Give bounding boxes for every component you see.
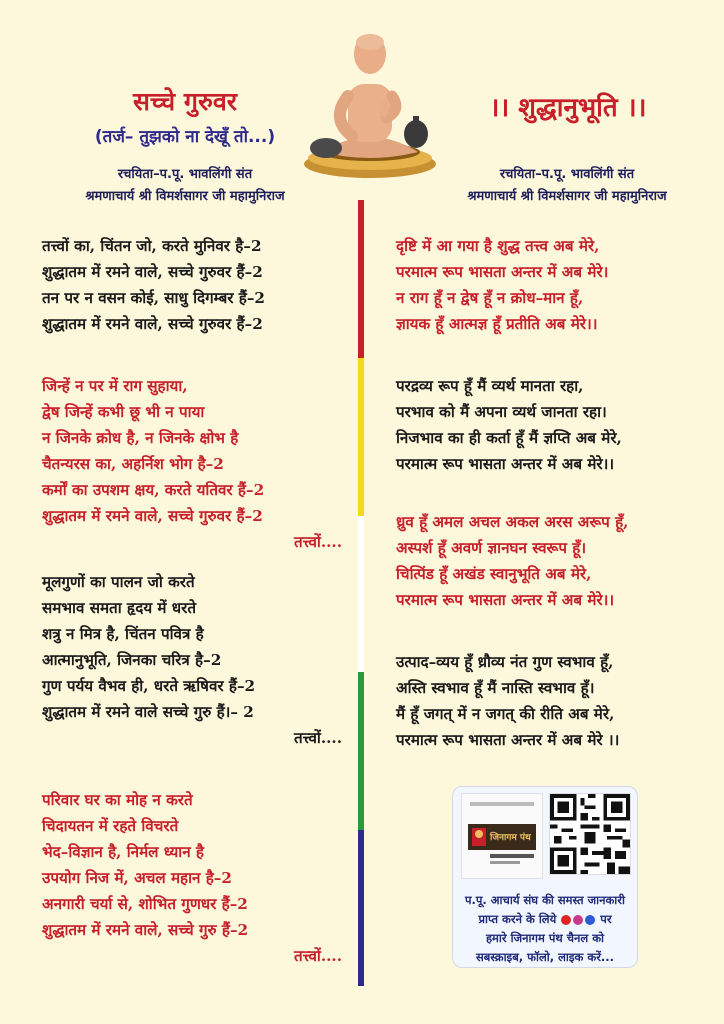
promo-text [457, 891, 633, 967]
verse-line: शुद्धातम में रमने वाले, सच्चे गुरुवर हैं–2 [42, 263, 263, 281]
channel-thumbnail[interactable] [461, 793, 543, 879]
verse-line: परमात्म रूप भासता अन्तर में अब मेरे। [396, 263, 609, 281]
qr-code[interactable] [549, 793, 631, 875]
facebook-icon[interactable] [585, 915, 595, 925]
channel-promo-card[interactable] [452, 786, 638, 968]
left-stanza-1 [42, 233, 342, 337]
verse-line: चिदायतन में रहते विचरते [42, 817, 179, 835]
verse-line: अनगारी चर्या से, शोभित गुणधर हैं–2 [42, 895, 248, 913]
verse-refrain: तत्त्वों.... [293, 533, 342, 551]
right-stanza-1 [396, 233, 686, 337]
right-author [410, 164, 724, 208]
color-divider [358, 200, 364, 986]
verse-line: कर्मों का उपशम क्षय, करते यतिवर हैं–2 [42, 481, 265, 499]
verse-line: मैं हूँ जगत् में न जगत् की रीति अब मेरे, [396, 705, 615, 723]
verse-line: शत्रु न मित्र है, चिंतन पवित्र है [42, 625, 204, 643]
verse-line: अस्ति स्वभाव हूँ मैं नास्ति स्वभाव हूँ। [396, 679, 595, 697]
verse-line: न जिनके क्रोध है, न जिनके क्षोभ है [42, 429, 239, 447]
verse-line: अस्पर्श हूँ अवर्ण ज्ञानघन स्वरूप हूँ। [396, 539, 587, 557]
qr-code-icon [550, 794, 630, 874]
left-stanza-2 [42, 373, 342, 555]
divider-blue [358, 830, 364, 986]
promo-line2-a: प्राप्त करने के लिये [478, 912, 557, 926]
verse-line: मूलगुणों का पालन जो करते [42, 573, 195, 591]
left-song-title: सच्चे गुरुवर [132, 87, 238, 116]
verse-line: चित्पिंड हूँ अखंड स्वानुभूति अब मेरे, [396, 565, 592, 583]
verse-line: जिन्हें न पर में राग सुहाया, [42, 377, 188, 395]
verse-line: उपयोग निज में, अचल महान है–2 [42, 869, 232, 887]
divider-green [358, 672, 364, 830]
divider-white [358, 516, 364, 672]
verse-line: परद्रव्य रूप हूँ मैं व्यर्थ मानता रहा, [396, 377, 584, 395]
left-author-line2: श्रमणाचार्य श्री विमर्शसागर जी महामुनिराज [85, 189, 285, 204]
left-stanza-3 [42, 569, 342, 751]
verse-line: निजभाव का ही कर्ता हूँ मैं ज्ञप्ति अब मेरे, [396, 429, 622, 447]
verse-line: दृष्टि में आ गया है शुद्ध तत्त्व अब मेरे, [396, 237, 600, 255]
promo-line1: प.पू. आचार्य संघ की समस्त जानकारी [465, 893, 625, 907]
verse-line: परमात्म रूप भासता अन्तर में अब मेरे।। [396, 455, 615, 473]
verse-line: परिवार घर का मोह न करते [42, 791, 193, 809]
right-stanza-3 [396, 509, 686, 613]
verse-line: परमात्म रूप भासता अन्तर में अब मेरे ।। [396, 731, 620, 749]
verse-line: चैतन्यरस का, अहर्निश भोग है–2 [42, 455, 224, 473]
verse-line: समभाव समता हृदय में धरते [42, 599, 197, 617]
right-song-title: ।। शुद्धानुभूति ।। [489, 93, 647, 123]
instagram-icon[interactable] [573, 915, 583, 925]
channel-image-caption: जिनागम पंथ [490, 833, 531, 843]
verse-line: शुद्धातम में रमने वाले, सच्चे गुरुवर हैं–2 [42, 507, 263, 525]
divider-red [358, 200, 364, 358]
promo-line4: सबस्क्राइब, फॉलो, लाइक करें... [475, 950, 615, 964]
youtube-icon[interactable] [561, 915, 571, 925]
promo-line3: हमारे जिनागम पंथ चैनल को [485, 931, 605, 945]
verse-line: ज्ञायक हूँ आत्मज्ञ हूँ प्रतीति अब मेरे।। [396, 315, 598, 333]
verse-line: न राग हूँ न द्वेष हूँ न क्रोध–मान हूँ, [396, 289, 584, 307]
verse-line: शुद्धातम में रमने वाले सच्चे गुरु हैं।– 2 [42, 703, 254, 721]
right-stanza-2 [396, 373, 686, 477]
verse-line: भेद–विज्ञान है, निर्मल ध्यान है [42, 843, 205, 861]
right-stanza-4 [396, 649, 686, 753]
right-author-line1: रचयिता–प.पू. भावलिंगी संत [499, 167, 635, 182]
verse-line: उत्पाद–व्यय हूँ ध्रौव्य नंत गुण स्वभाव हूँ, [396, 653, 614, 671]
verse-line: शुद्धातम में रमने वाले, सच्चे गुरु हैं–2 [42, 921, 249, 939]
right-author-line2: श्रमणाचार्य श्री विमर्शसागर जी महामुनिराज [467, 189, 667, 204]
promo-line2-b: पर [600, 912, 612, 926]
divider-yellow [358, 358, 364, 516]
promo-line2 [457, 910, 633, 929]
verse-line: तन पर न वसन कोई, साधु दिगम्बर हैं–2 [42, 289, 265, 307]
verse-refrain: तत्त्वों.... [293, 729, 342, 747]
verse-refrain: तत्त्वों.... [293, 947, 342, 965]
left-stanza-4 [42, 787, 342, 969]
verse-line: ध्रुव हूँ अमल अचल अकल अरस अरूप हूँ, [396, 513, 629, 531]
verse-line: परभाव को मैं अपना व्यर्थ जानता रहा। [396, 403, 607, 421]
verse-line: तत्त्वों का, चिंतन जो, करते मुनिवर है–2 [42, 237, 262, 255]
verse-line: परमात्म रूप भासता अन्तर में अब मेरे।। [396, 591, 615, 609]
verse-line: आत्मानुभूति, जिनका चरित्र है–2 [42, 651, 222, 669]
verse-line: शुद्धातम में रमने वाले, सच्चे गुरुवर हैं–2 [42, 315, 263, 333]
verse-line: गुण पर्यय वैभव ही, धरते ऋषिवर हैं–2 [42, 677, 256, 695]
left-author [0, 164, 370, 208]
verse-line: द्वेष जिन्हें कभी छू भी न पाया [42, 403, 205, 421]
left-author-line1: रचयिता–प.पू. भावलिंगी संत [117, 167, 253, 182]
left-song-subtitle: (तर्ज– तुझको ना देखूँ तो...) [94, 127, 276, 147]
